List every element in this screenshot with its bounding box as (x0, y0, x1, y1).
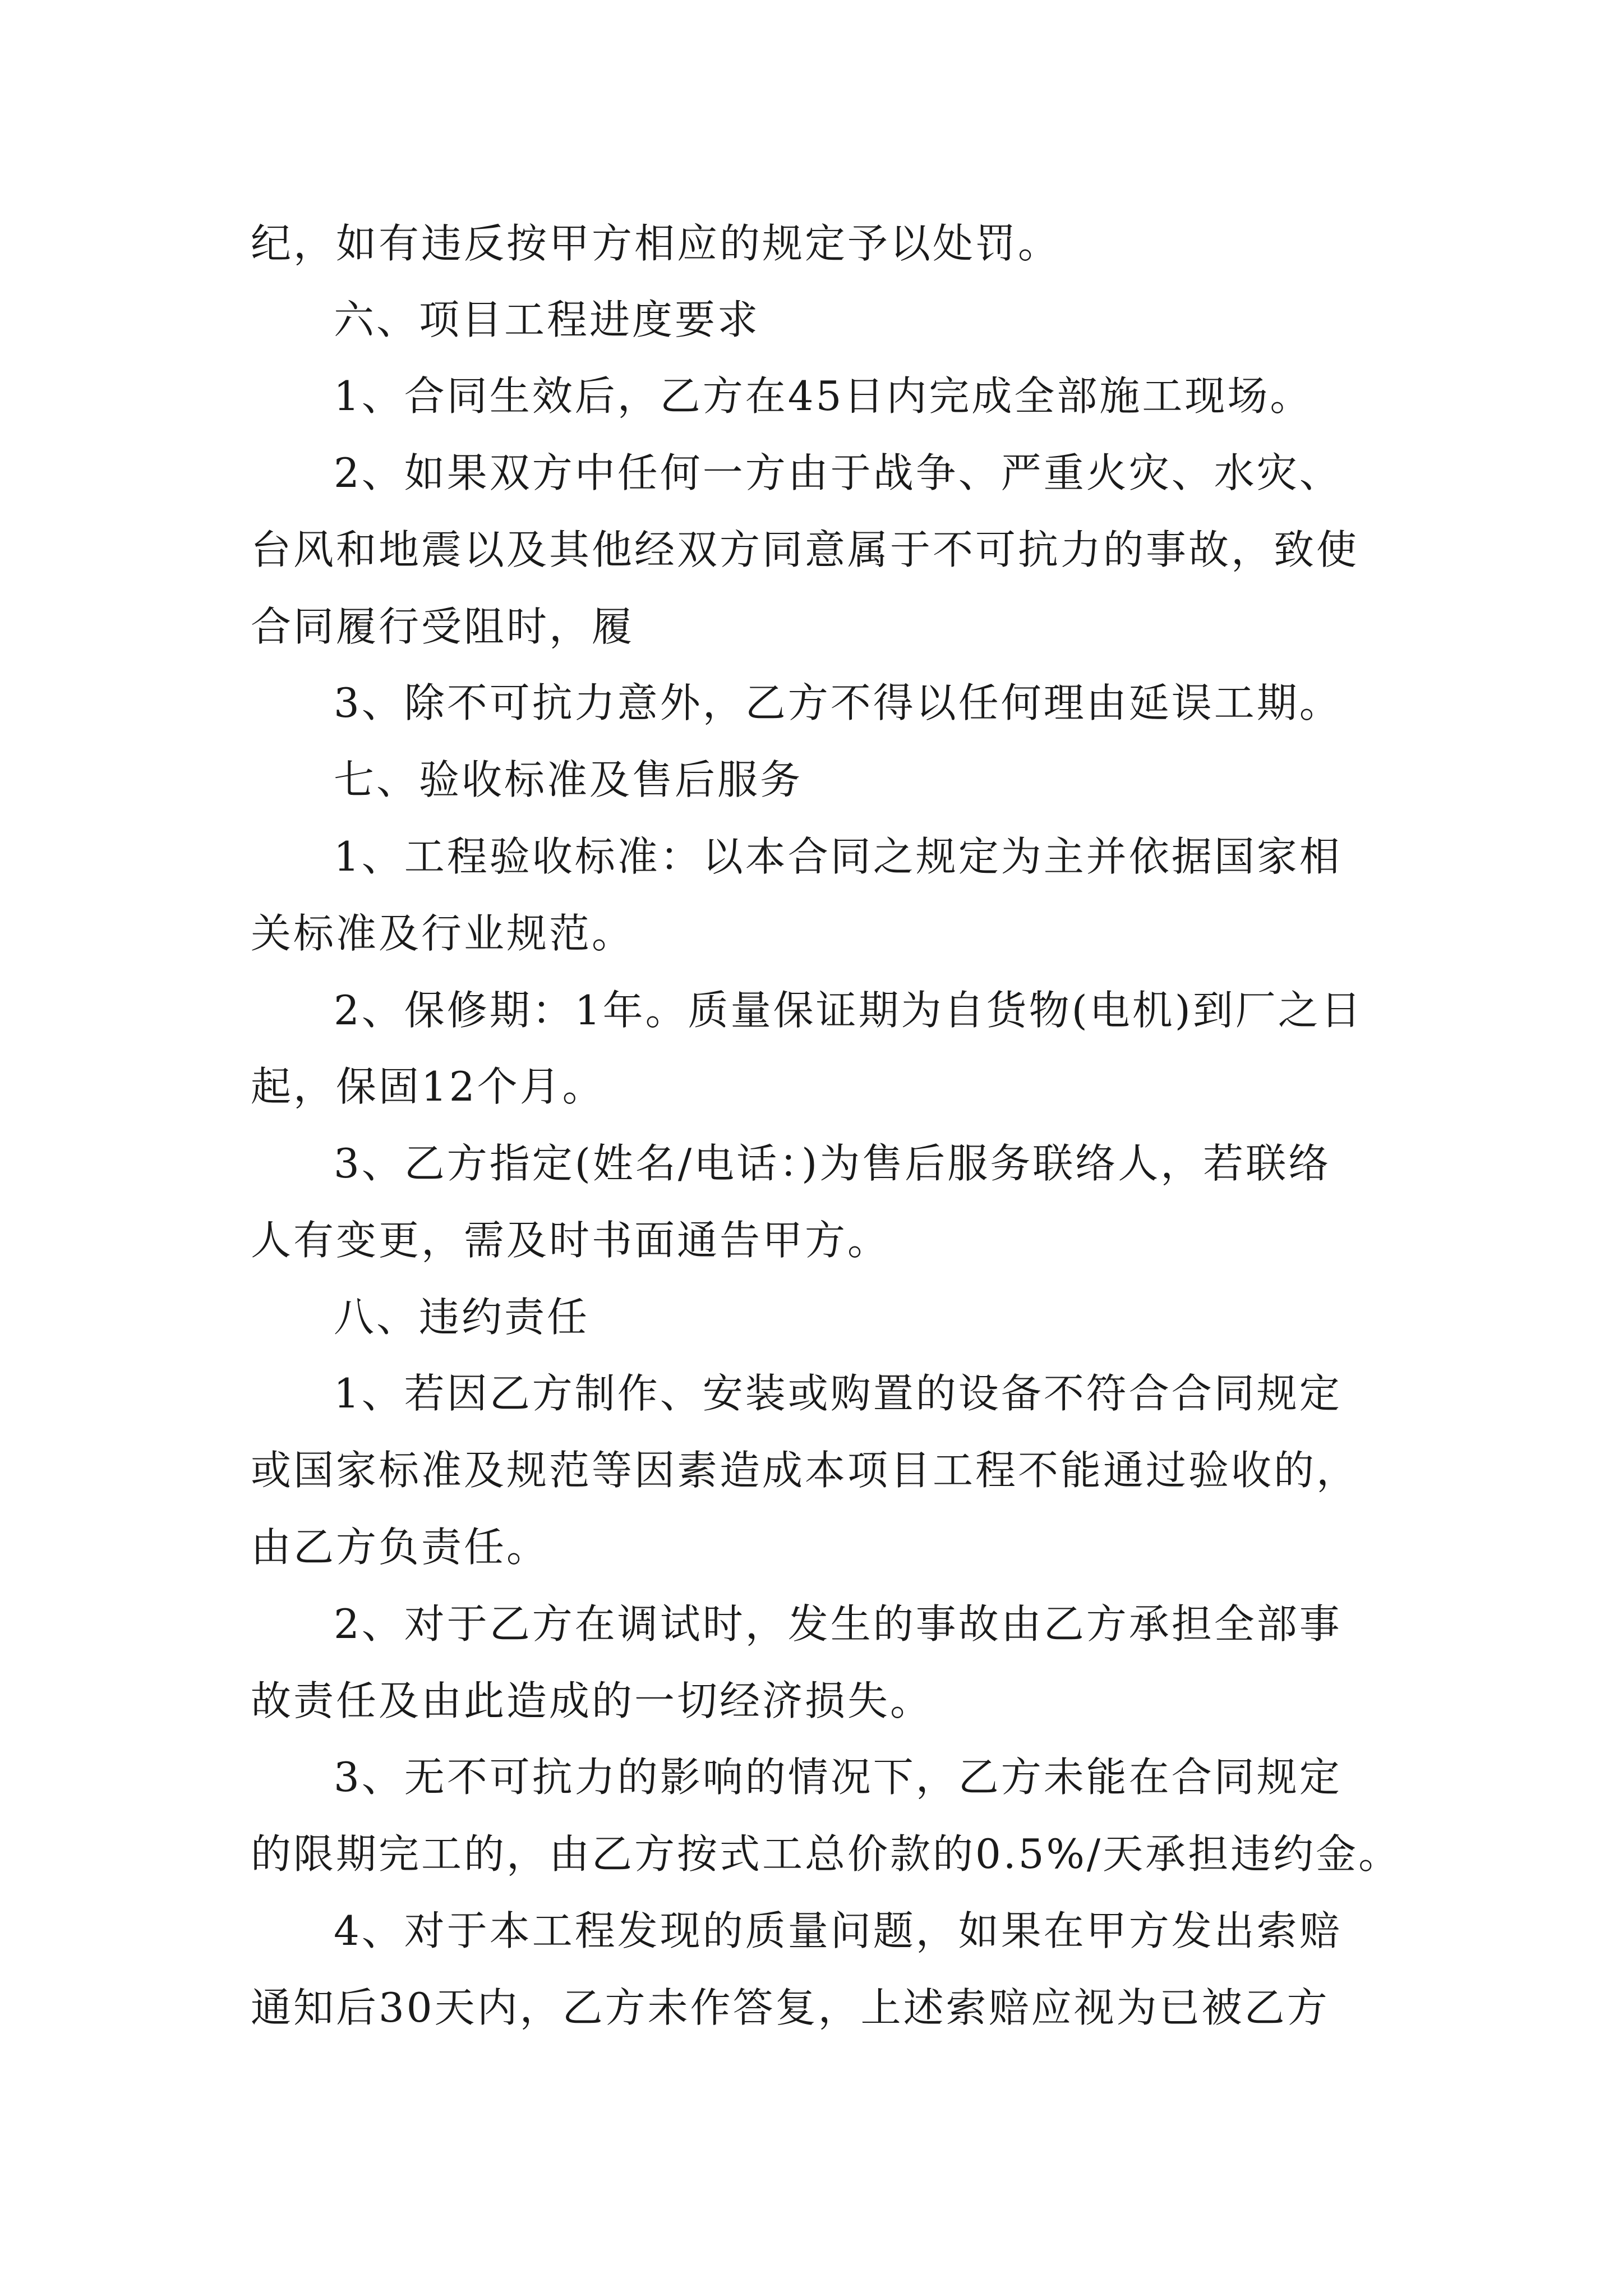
text-line: 3、除不可抗力意外，乙方不得以任何理由延误工期。 (334, 679, 1342, 726)
text-line: 2、对于乙方在调试时，发生的事故由乙方承担全部事 (334, 1600, 1342, 1648)
text-line: 合同履行受阻时，履 (251, 603, 635, 650)
text-line: 1、合同生效后，乙方在45日内完成全部施工现场。 (334, 372, 1313, 420)
text-line: 2、如果双方中任何一方由于战争、严重火灾、水灾、 (334, 449, 1342, 496)
text-line: 的限期完工的，由乙方按式工总价款的0.5%/天承担违约金。 (251, 1830, 1401, 1878)
text-line: 3、无不可抗力的影响的情况下，乙方未能在合同规定 (334, 1754, 1342, 1801)
text-line: 1、若因乙方制作、安装或购置的设备不符合合同规定 (334, 1370, 1342, 1417)
text-line: 通知后30天内，乙方未作答复，上述索赔应视为已被乙方 (251, 1984, 1330, 2031)
text-line: 由乙方负责任。 (251, 1524, 550, 1571)
text-line: 3、乙方指定(姓名/电话：)为售后服务联络人，若联络 (334, 1140, 1331, 1187)
text-line: 人有变更，需及时书面通告甲方。 (251, 1217, 891, 1264)
section-heading: 六、项目工程进度要求 (334, 296, 760, 343)
text-line: 故责任及由此造成的一切经济损失。 (251, 1677, 933, 1724)
text-line: 纪，如有违反按甲方相应的规定予以处罚。 (251, 220, 1061, 267)
text-line: 2、保修期：1年。质量保证期为自货物(电机)到厂之日 (334, 987, 1363, 1034)
text-line: 或国家标准及规范等因素造成本项目工程不能通过验收的， (251, 1447, 1359, 1494)
text-line: 关标准及行业规范。 (251, 910, 635, 957)
section-heading: 八、违约责任 (334, 1294, 590, 1341)
text-line: 台风和地震以及其他经双方同意属于不可抗力的事故，致使 (251, 526, 1359, 573)
section-heading: 七、验收标准及售后服务 (334, 756, 803, 803)
text-line: 起，保固12个月。 (251, 1063, 605, 1110)
text-line: 1、工程验收标准：以本合同之规定为主并依据国家相 (334, 833, 1342, 880)
text-line: 4、对于本工程发现的质量问题，如果在甲方发出索赔 (334, 1907, 1342, 1954)
